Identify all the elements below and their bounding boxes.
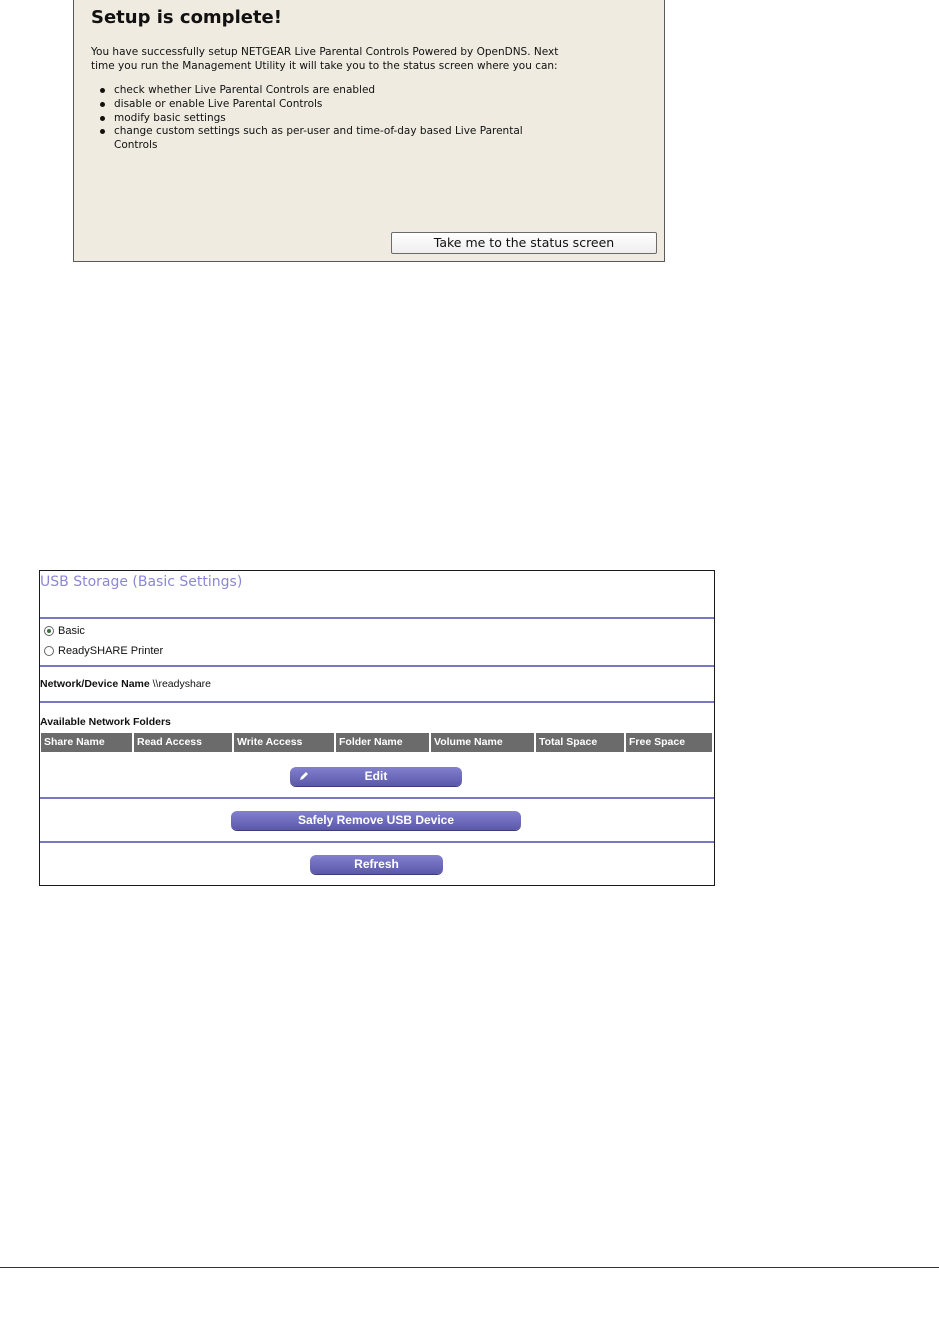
setup-complete-panel bbox=[73, 0, 665, 262]
column-header-total-space: Total Space bbox=[536, 733, 626, 752]
list-item: modify basic settings bbox=[114, 112, 534, 126]
usb-storage-panel bbox=[39, 570, 715, 886]
column-header-read-access: Read Access bbox=[134, 733, 234, 752]
edit-button-label: Edit bbox=[364, 769, 388, 783]
radio-button-unselected[interactable] bbox=[44, 646, 54, 656]
column-header-free-space: Free Space bbox=[626, 733, 712, 752]
divider bbox=[40, 617, 714, 619]
pencil-icon bbox=[299, 771, 309, 781]
page-title: USB Storage (Basic Settings) bbox=[40, 574, 243, 590]
setup-intro-text: You have successfully setup NETGEAR Live Parental Controls Powered by OpenDNS. Next time you run the Management Utility it will take you to the status screen where you can: bbox=[91, 46, 559, 72]
setup-title: Setup is complete! bbox=[91, 7, 282, 28]
divider bbox=[40, 797, 714, 799]
radio-basic[interactable] bbox=[44, 625, 85, 637]
radio-readyshare-printer-label: ReadySHARE Printer bbox=[58, 645, 164, 657]
column-header-write-access: Write Access bbox=[234, 733, 336, 752]
divider bbox=[40, 841, 714, 843]
network-device-name-label: Network/Device Name bbox=[40, 678, 150, 690]
page-footer-rule bbox=[0, 1267, 939, 1268]
list-item: check whether Live Parental Controls are enabled bbox=[114, 84, 534, 98]
edit-button[interactable] bbox=[290, 767, 462, 786]
network-device-name-value: \\readyshare bbox=[152, 678, 212, 690]
radio-button-selected[interactable] bbox=[44, 626, 54, 636]
radio-readyshare-printer[interactable] bbox=[44, 645, 163, 657]
folders-table-header bbox=[41, 733, 712, 752]
column-header-volume-name: Volume Name bbox=[431, 733, 536, 752]
divider bbox=[40, 701, 714, 703]
divider bbox=[40, 665, 714, 667]
column-header-folder-name: Folder Name bbox=[336, 733, 431, 752]
network-device-name bbox=[40, 678, 211, 690]
list-item: disable or enable Live Parental Controls bbox=[114, 98, 534, 112]
safely-remove-usb-device-button[interactable]: Safely Remove USB Device bbox=[231, 811, 521, 830]
column-header-share-name: Share Name bbox=[41, 733, 134, 752]
refresh-button[interactable]: Refresh bbox=[310, 855, 443, 874]
take-me-to-status-screen-button[interactable]: Take me to the status screen bbox=[391, 232, 657, 254]
list-item: change custom settings such as per-user and time-of-day based Live Parental Controls bbox=[114, 125, 534, 153]
radio-basic-label: Basic bbox=[58, 625, 85, 637]
available-network-folders-title: Available Network Folders bbox=[40, 716, 171, 728]
setup-features-list bbox=[114, 84, 534, 153]
